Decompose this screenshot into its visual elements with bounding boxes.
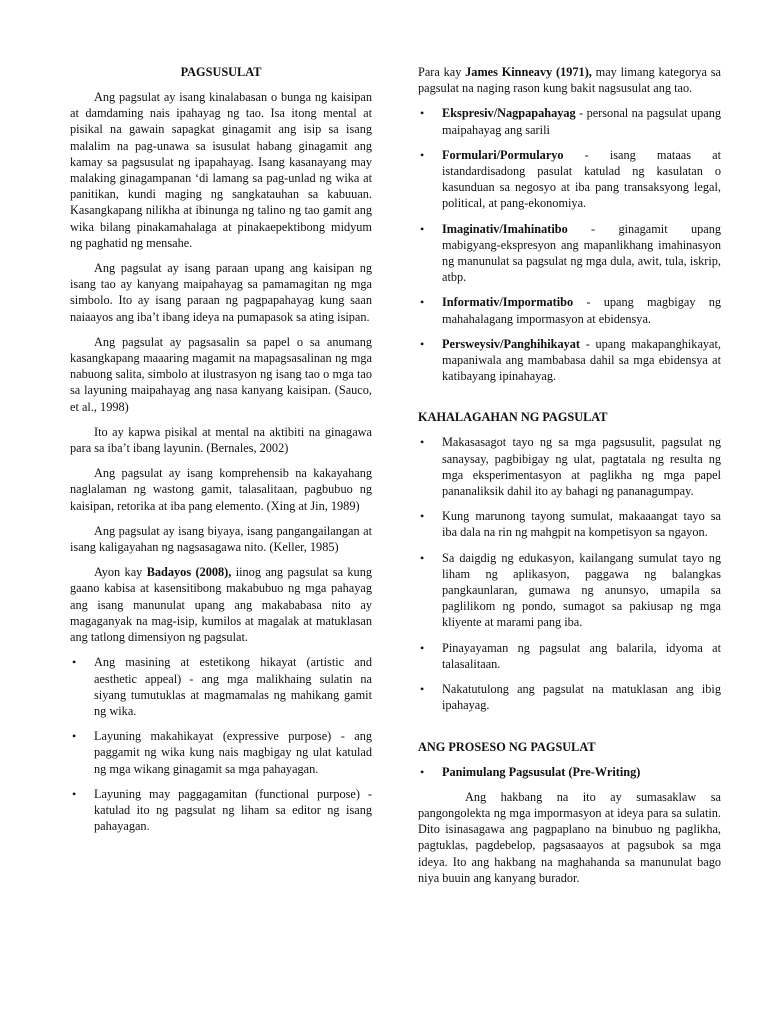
list-item-text: Pinayayaman ng pagsulat ang balarila, idyoma at talasalitaan. xyxy=(442,640,721,671)
list-item xyxy=(418,640,721,672)
list-item-text: Sa daigdig ng edukasyon, kailangang sumulat tayo ng liham ng aplikasyon, paggawa ng balangkas pangkaunlaran, gumawa ng anunsyo, umapila sa paglilikom ng pondo, sumagot sa pakiusap ng mga kliyente at marami pang iba. xyxy=(442,550,721,630)
process-step-title: Panimulang Pagsusulat (Pre-Writing) xyxy=(442,764,641,779)
bullet-icon: • xyxy=(420,336,425,351)
intro-lead: Para kay xyxy=(418,65,466,79)
section-title-process: ANG PROSESO NG PAGSULAT xyxy=(418,739,596,754)
category-term: Informativ/Impormatibo xyxy=(442,295,574,310)
list-item-text: Kung marunong tayong sumulat, makaaangat tayo sa iba dala na rin ng mahgpit na kompetisyon sa ngayon. xyxy=(442,509,721,540)
bullet-icon: • xyxy=(72,786,77,801)
list-item xyxy=(418,550,721,631)
list-item xyxy=(418,434,721,499)
bullet-icon: • xyxy=(420,764,425,779)
section-title-importance: KAHALAGAHAN NG PAGSULAT xyxy=(418,410,608,425)
bullet-icon: • xyxy=(420,147,425,162)
right-column xyxy=(418,64,721,895)
list-item xyxy=(418,105,721,137)
list-item xyxy=(70,786,372,835)
category-desc: - ginagamit upang mabigyang-ekspresyon ang mapanlikhang imahinasyon ng manunulat sa pagsulat ng mga dula, awit, tula, iskrip, atbp. xyxy=(442,221,721,285)
list-item xyxy=(418,294,721,326)
list-item-text: Ang masining at estetikong hikayat (artistic and aesthetic appeal) - ang mga malikhaing sulatin na siyang tumutuklas at magmamalas ng mahikang gamit ng wika. xyxy=(94,655,372,718)
dimension-list xyxy=(70,654,372,834)
bullet-icon: • xyxy=(420,221,425,236)
bullet-icon: • xyxy=(420,550,425,565)
category-term: Persweysiv/Panghihikayat xyxy=(442,336,581,351)
paragraph-1: Ang pagsulat ay isang kinalabasan o bunga ng kaisipan at damdaming nais ipahayag ng tao. Isa itong mental at pisikal na gawain sapagkat ginagamit ang isip sa isang malalim na pag-unawa sa isusulat habang ginagamit ang kamay sa pagsusulat ng ipapahayag. Isang kasanayang may malaking ginagampanan ‘di lamang sa pag-unlad ng wika at panitikan, kundi maging ng sangkatauhan sa kabuuan. Kasangkapang nilikha at ibinunga ng talino ng tao gamit ang wika bilang pinakamahalaga at pinakaepektibong midyum ng paghatid ng mensahe. xyxy=(70,90,372,250)
category-desc: - personal na pagsulat upang maipahayag ang sarili xyxy=(442,106,721,137)
bullet-icon: • xyxy=(420,106,425,121)
paragraph-6: Ang pagsulat ay isang biyaya, isang pangangailangan at isang kaligayahan ng nagsasagawa nito. (Keller, 1985) xyxy=(70,523,372,555)
category-desc: - upang makapanghikayat, mapaniwala ang mambabasa dahil sa mga ebidensya at katibayang ipinahayag. xyxy=(442,336,721,384)
list-item xyxy=(70,728,372,777)
list-item xyxy=(418,336,721,385)
list-item-text: Layuning makahikayat (expressive purpose) - ang paggamit ng wika kung nais magbigay ng ulat katulad ng mga wikang ginagamit sa mga pahayagan. xyxy=(94,729,372,776)
list-item xyxy=(418,147,721,212)
page-title: PAGSUSULAT xyxy=(180,65,262,79)
list-item xyxy=(418,764,721,780)
bullet-icon: • xyxy=(420,640,425,655)
citation-badayos: Badayos (2008), xyxy=(146,565,232,580)
section-spacer xyxy=(418,393,721,409)
bullet-icon: • xyxy=(420,435,425,450)
paragraph-7-body: iinog ang pagsulat sa kung gaano kabisa at kasensitibong makabubuo ng mga pahayag ang isang manunulat upang ang makababasa nito ay magaganyak na mag-isip, kumilos at magalak at matuklasan ang tatlong dimensiyon ng pagsulat. xyxy=(70,565,372,645)
paragraph-3: Ang pagsulat ay pagsasalin sa papel o sa anumang kasangkapang maaaring magamit na mapagsasalinan ng mga nabuong salita, simbolo at ilustrasyon ng isang tao o mga tao sa layuning maipahayag ang nasa kanyang kaisipan. (Sauco, et al., 1998) xyxy=(70,334,372,414)
paragraph-5: Ang pagsulat ay isang komprehensib na kakayahang naglalaman ng wastong gamit, talasalitaan, pagbubuo ng kaisipan, retorika at iba pang elemento. (Xing at Jin, 1989) xyxy=(70,466,372,513)
importance-list xyxy=(418,434,721,713)
list-item-text: Nakatutulong ang pagsulat na matuklasan ang ibig ipahayag. xyxy=(442,682,721,713)
bullet-icon: • xyxy=(420,509,425,524)
category-desc: - isang mataas at istandardisadong pasulat katulad ng kasulatan o kasunduan sa negosyo at iba pang transaksyong legal, political, at pang-ekonomiya. xyxy=(442,147,721,211)
category-term: Formulari/Pormularyo xyxy=(442,147,564,162)
category-term: Ekspresiv/Nagpapahayag xyxy=(442,106,576,121)
category-list xyxy=(418,105,721,384)
left-column xyxy=(70,64,372,843)
kinneavy-intro xyxy=(418,64,721,96)
section-spacer xyxy=(418,723,721,739)
bullet-icon: • xyxy=(420,682,425,697)
paragraph-4: Ito ay kapwa pisikal at mental na aktibiti na ginagawa para sa iba’t ibang layunin. (Bernales, 2002) xyxy=(70,424,372,456)
process-list xyxy=(418,764,721,780)
paragraph-2: Ang pagsulat ay isang paraan upang ang kaisipan ng isang tao ay kanyang maipahayag sa pamamagitan ng mga simbolo. Ito ay isang paraan ng pagpapahayag kung saan naiaayos ang iba’t ibang ideya na pumapasok sa ating isipan. xyxy=(70,261,372,324)
citation-kinneavy: James Kinneavy (1971), xyxy=(465,65,592,79)
list-item-text: Makasasagot tayo ng sa mga pagsusulit, pagsulat ng sanaysay, pagbibigay ng ulat, pagtatala ng resulta ng mga eksperimentasyon at paglikha ng mga papel pananaliksik dahil ito ay bahagi ng pananagumpay. xyxy=(442,435,721,499)
list-item-text: Layuning may paggagamitan (functional purpose) - katulad ito ng pagsulat ng liham sa editor ng isang pahayagan. xyxy=(94,786,372,834)
paragraph-7-lead: Ayon kay xyxy=(94,565,147,580)
intro-body: may limang kategorya sa pagsulat na naging rason kung bakit nagsusulat ang tao. xyxy=(418,65,721,96)
list-item xyxy=(418,508,721,540)
bullet-icon: • xyxy=(72,729,77,744)
list-item xyxy=(70,654,372,719)
paragraph-7 xyxy=(70,564,372,645)
category-term: Imaginativ/Imahinatibo xyxy=(442,221,568,236)
bullet-icon: • xyxy=(420,295,425,310)
process-step-text: Ang hakbang na ito ay sumasaklaw sa pangongolekta ng mga impormasyon at ideya para sa sulatin. Dito isinasagawa ang pagpaplano na binubuo ng paglikha, pagtuklas, pagdebelop, pagsasaayos at pagsubok sa mga ideya. Ito ang hakbang na maghahanda sa manunulat bago niya buuin ang kanyang burador. xyxy=(418,789,721,885)
bullet-icon: • xyxy=(72,655,77,670)
list-item xyxy=(418,681,721,713)
category-desc: - upang magbigay ng mahahalagang impormasyon at ebidensya. xyxy=(442,295,721,326)
list-item xyxy=(418,221,721,286)
